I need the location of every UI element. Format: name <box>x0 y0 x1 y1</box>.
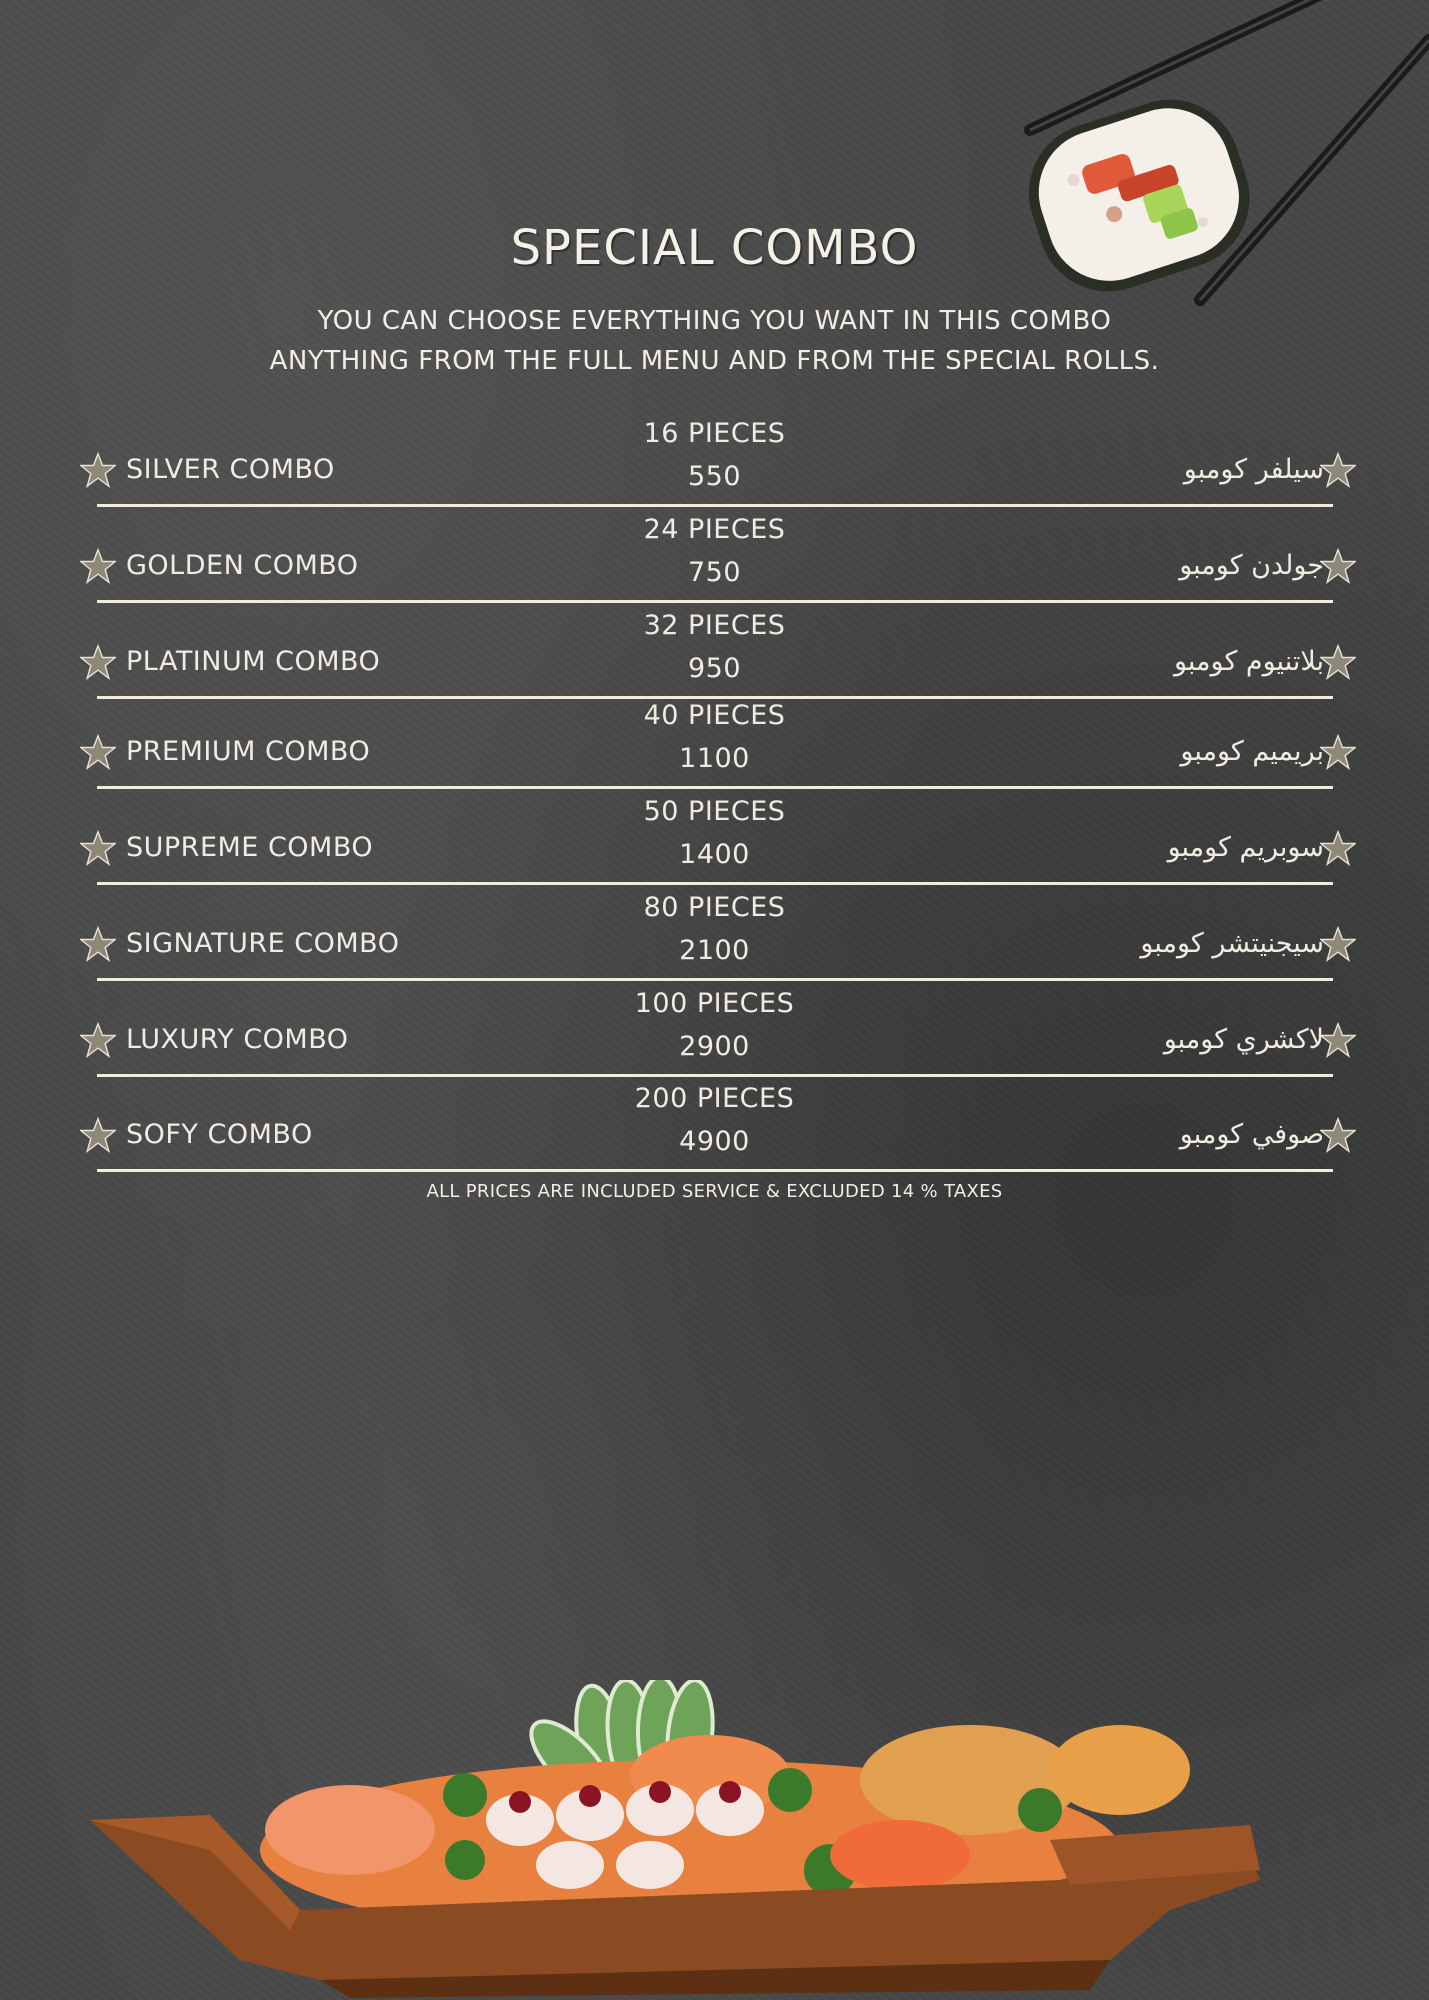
star-icon <box>1320 1022 1356 1058</box>
star-icon <box>1320 734 1356 770</box>
combo-pieces: 200 PIECES <box>634 1083 795 1114</box>
combo-name-arabic: بريميم كومبو <box>1180 736 1324 767</box>
combo-name-arabic: سيلفر كومبو <box>1183 454 1324 485</box>
combo-price: 4900 <box>679 1126 750 1157</box>
combo-row <box>0 412 1429 508</box>
star-icon <box>1320 644 1356 680</box>
subtitle-line-1: YOU CAN CHOOSE EVERYTHING YOU WANT IN THIS COMBO <box>317 306 1112 336</box>
combo-pieces: 50 PIECES <box>643 796 786 827</box>
combo-row <box>0 790 1429 886</box>
combo-name: SIGNATURE COMBO <box>126 928 400 959</box>
combo-row <box>0 886 1429 982</box>
star-icon <box>1320 548 1356 584</box>
combo-row <box>0 982 1429 1078</box>
combo-name: LUXURY COMBO <box>126 1024 349 1055</box>
divider <box>97 600 1333 603</box>
combo-price: 1400 <box>679 839 750 870</box>
divider <box>97 882 1333 885</box>
combo-pieces: 32 PIECES <box>643 610 786 641</box>
combo-row <box>0 508 1429 604</box>
page-title: SPECIAL COMBO <box>510 220 919 276</box>
combo-pieces: 16 PIECES <box>643 418 786 449</box>
combo-name-arabic: سيجنيتشر كومبو <box>1140 928 1324 959</box>
combo-price: 2100 <box>679 935 750 966</box>
divider <box>97 1169 1333 1172</box>
combo-row <box>0 604 1429 700</box>
divider <box>97 978 1333 981</box>
star-icon <box>1320 830 1356 866</box>
combo-name: SUPREME COMBO <box>126 832 374 863</box>
combo-pieces: 100 PIECES <box>634 988 795 1019</box>
combo-name-arabic: سوبريم كومبو <box>1167 832 1324 863</box>
combo-name: SILVER COMBO <box>126 454 335 485</box>
combo-name-arabic: بلاتنيوم كومبو <box>1173 646 1324 677</box>
combo-name-arabic: صوفي كومبو <box>1179 1119 1324 1150</box>
combo-name: PREMIUM COMBO <box>126 736 371 767</box>
tax-note: ALL PRICES ARE INCLUDED SERVICE & EXCLUDED 14 % TAXES <box>426 1181 1003 1202</box>
combo-pieces: 40 PIECES <box>643 700 786 731</box>
star-icon <box>1320 926 1356 962</box>
star-icon <box>1320 452 1356 488</box>
combo-row <box>0 1077 1429 1173</box>
divider <box>97 786 1333 789</box>
combo-name: GOLDEN COMBO <box>126 550 359 581</box>
star-icon <box>1320 1117 1356 1153</box>
combo-name: SOFY COMBO <box>126 1119 313 1150</box>
combo-price: 1100 <box>679 743 750 774</box>
combo-row <box>0 694 1429 790</box>
combo-name: PLATINUM COMBO <box>126 646 381 677</box>
combo-pieces: 80 PIECES <box>643 892 786 923</box>
combo-price: 750 <box>687 557 742 588</box>
combo-name-arabic: لاكشري كومبو <box>1163 1024 1324 1055</box>
sushi-boat-icon <box>90 1680 1270 2000</box>
divider <box>97 504 1333 507</box>
combo-price: 550 <box>687 461 742 492</box>
subtitle-line-2: ANYTHING FROM THE FULL MENU AND FROM THE SPECIAL ROLLS. <box>269 346 1160 376</box>
combo-pieces: 24 PIECES <box>643 514 786 545</box>
combo-price: 2900 <box>679 1031 750 1062</box>
combo-price: 950 <box>687 653 742 684</box>
combo-name-arabic: جولدن كومبو <box>1179 550 1324 581</box>
